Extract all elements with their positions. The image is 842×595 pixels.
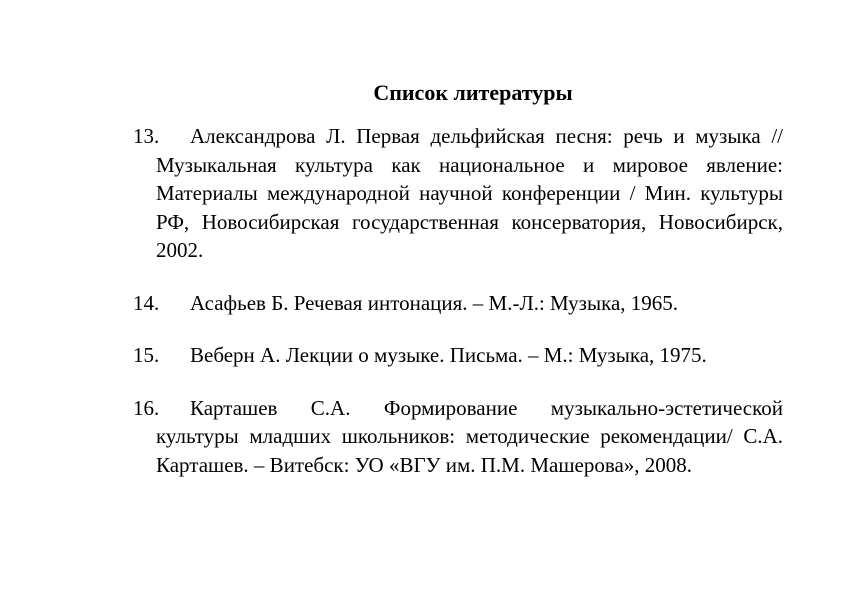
page-title: Список литературы xyxy=(373,80,573,105)
reference-item xyxy=(133,394,783,480)
reference-number: 14. xyxy=(133,290,160,315)
reference-text: Александрова Л. Первая дельфийская песня: речь и музыка // Музыкальная культура как национальное и мировое явление: Материалы международной научной конференции / Мин. культуры РФ, Новосибирская государственная консерватория, Новосибирск, 2002. xyxy=(156,124,783,262)
reference-text: Веберн А. Лекции о музыке. Письма. – М.: Музыка, 1975. xyxy=(190,343,707,367)
reference-list xyxy=(133,122,783,503)
reference-number: 16. xyxy=(133,395,160,420)
reference-number: 15. xyxy=(133,343,160,367)
reference-number: 13. xyxy=(133,124,160,148)
reference-text: Карташев С.А. Формирование музыкально-эстетической культуры младших школьников: методические рекомендации/ С.А. Карташев. – Витебск: УО «ВГУ им. П.М. Машерова», 2008. xyxy=(156,395,783,477)
reference-item xyxy=(133,122,783,265)
reference-text: Асафьев Б. Речевая интонация. – М.-Л.: Музыка, 1965. xyxy=(190,290,679,315)
reference-item xyxy=(133,289,783,318)
reference-item xyxy=(133,341,783,370)
